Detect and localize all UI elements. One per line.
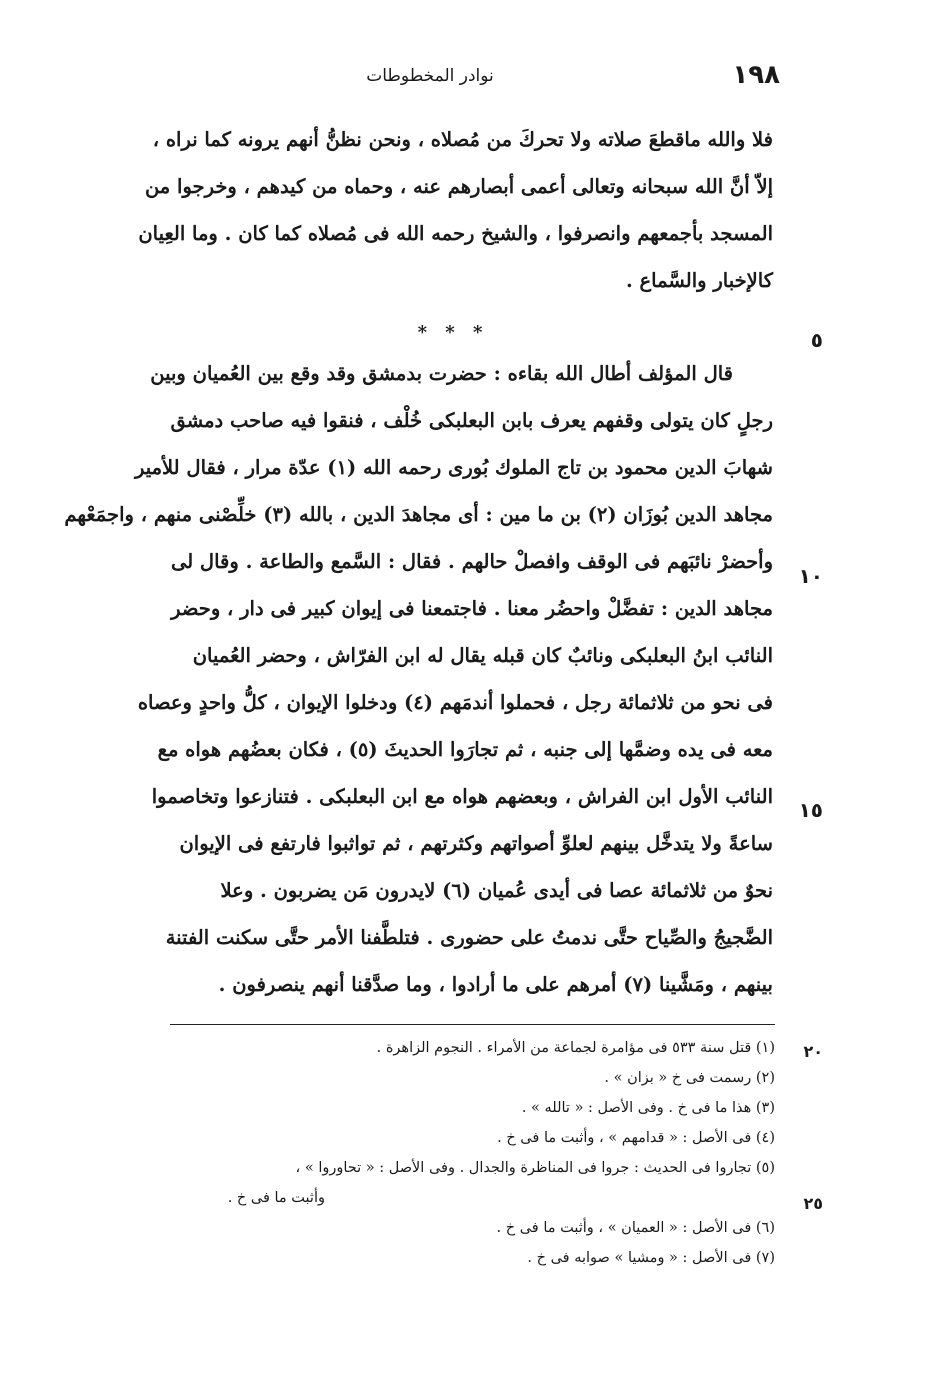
footnote: (١) قتل سنة ٥٣٣ فى مؤامرة لجماعة من الأمراء . النجوم الزاهرة . — [376, 1040, 775, 1056]
text-line: إلاّ أنَّ الله سبحانه وتعالى أعمى أبصارهم عنه ، وحماه من كيدهم ، وخرجوا من — [144, 175, 773, 198]
footnote: (٣) هذا ما فى خ . وفى الأصل : « تالله » . — [521, 1100, 775, 1116]
text-line: معه فى يده وضمَّها إلى جنبه ، ثم تجارَوا الحديثَ (٥) ، فكان بعضُهم هواه مع — [157, 738, 773, 761]
text-line: بينهم ، ومَشَّينا (٧) أمرهم على ما أرادوا ، وما صدَّقنا أنهم ينصرفون . — [218, 973, 773, 996]
section-separator: * * * — [417, 322, 489, 343]
text-line: فى نحو من ثلاثمائة رجل ، فحملوا أندمَهم (٤) ودخلوا الإيوان ، كلُّ واحدٍ وعصاه — [137, 691, 773, 714]
footnotes — [215, 1040, 775, 1280]
page-header — [80, 60, 780, 100]
text-line: النائب ابنُ البعلبكى ونائبٌ كان قبله يقال له ابن الفرّاش ، وحضر العُميان — [192, 644, 773, 667]
line-number: ١٠ — [798, 564, 823, 588]
text-line: شهابَ الدين محمود بن تاج الملوك بُورى رحمه الله (١) عدّة مرار ، فقال للأمير — [134, 456, 773, 479]
paragraph-2 — [64, 362, 773, 1022]
footnote: (٤) فى الأصل : « قدامهم » ، وأثبت ما فى خ . — [497, 1130, 775, 1146]
page-number: ١٩٨ — [732, 60, 780, 90]
line-number: ٢٥ — [803, 1194, 823, 1213]
footnote-divider — [170, 1024, 775, 1025]
section-separator-wrap — [133, 322, 773, 352]
line-number: ٢٠ — [803, 1042, 823, 1061]
text-line: فلا والله ماقطعَ صلاته ولا تحركَ من مُصلاه ، ونحن نظنُّ أنهم يرونه كما نراه ، — [152, 128, 773, 151]
paragraph-1 — [133, 128, 773, 318]
text-line: ساعةً ولا يتدخَّل بينهم لعلوِّ أصواتهم وكثرتهم ، ثم تواثبوا فارتفع فى الإيوان — [179, 832, 773, 855]
running-title: نوادر المخطوطات — [366, 66, 494, 86]
text-line: المسجد بأجمعهم وانصرفوا ، والشيخ رحمه الله فى مُصلاه كما كان . وما العِيان — [138, 222, 773, 245]
footnote: (٥) تجاروا فى الحديث : جروا فى المناظرة والجدال . وفى الأصل : « تحاوروا » ، — [295, 1160, 775, 1176]
footnote-continuation: وأثبت ما فى خ . — [227, 1190, 325, 1206]
footnote: (٢) رسمت فى خ « بزان » . — [604, 1070, 775, 1086]
text-line: كالإخبار والسَّماع . — [625, 269, 773, 292]
text-line: الضَّجيجُ والصِّياح حتَّى ندمتُ على حضورى . فتلطَّفنا الأمر حتَّى سكنت الفتنة — [165, 926, 773, 949]
footnote: (٧) فى الأصل : « ومشيا » صوابه فى خ . — [527, 1250, 775, 1266]
text-line: قال المؤلف أطال الله بقاءه : حضرت بدمشق وقد وقع بين العُميان وبين — [150, 362, 733, 385]
line-number: ٥ — [810, 328, 823, 352]
line-number: ١٥ — [798, 798, 823, 822]
footnote: (٦) فى الأصل : « العميان » ، وأثبت ما فى خ . — [496, 1220, 775, 1236]
text-line: مجاهد الدين بُوزَان (٢) بن ما مين : أى مجاهدَ الدين ، بالله (٣) خلِّصْنى منهم ، واجمَعْهم — [64, 503, 773, 526]
text-line: نحوٌ من ثلاثمائة عصا فى أيدى عُميان (٦) لايدرون مَن يضربون . وعلا — [220, 879, 773, 902]
text-line: النائب الأول ابن الفراش ، وبعضهم هواه مع ابن البعلبكى . فتنازعوا وتخاصموا — [151, 785, 773, 808]
text-line: رجلٍ كان يتولى وقفهم يعرف بابن البعلبكى خُلْف ، فنقوا فيه صاحب دمشق — [170, 409, 773, 432]
text-line: مجاهد الدين : تفضَّلْ واحضُر معنا . فاجتمعنا فى إيوان كبير فى دار ، وحضر — [171, 597, 773, 620]
text-line: وأحضرْ نائبَهم فى الوقف وافصلْ حالهم . فقال : السَّمع والطاعة . وقال لى — [170, 550, 773, 573]
